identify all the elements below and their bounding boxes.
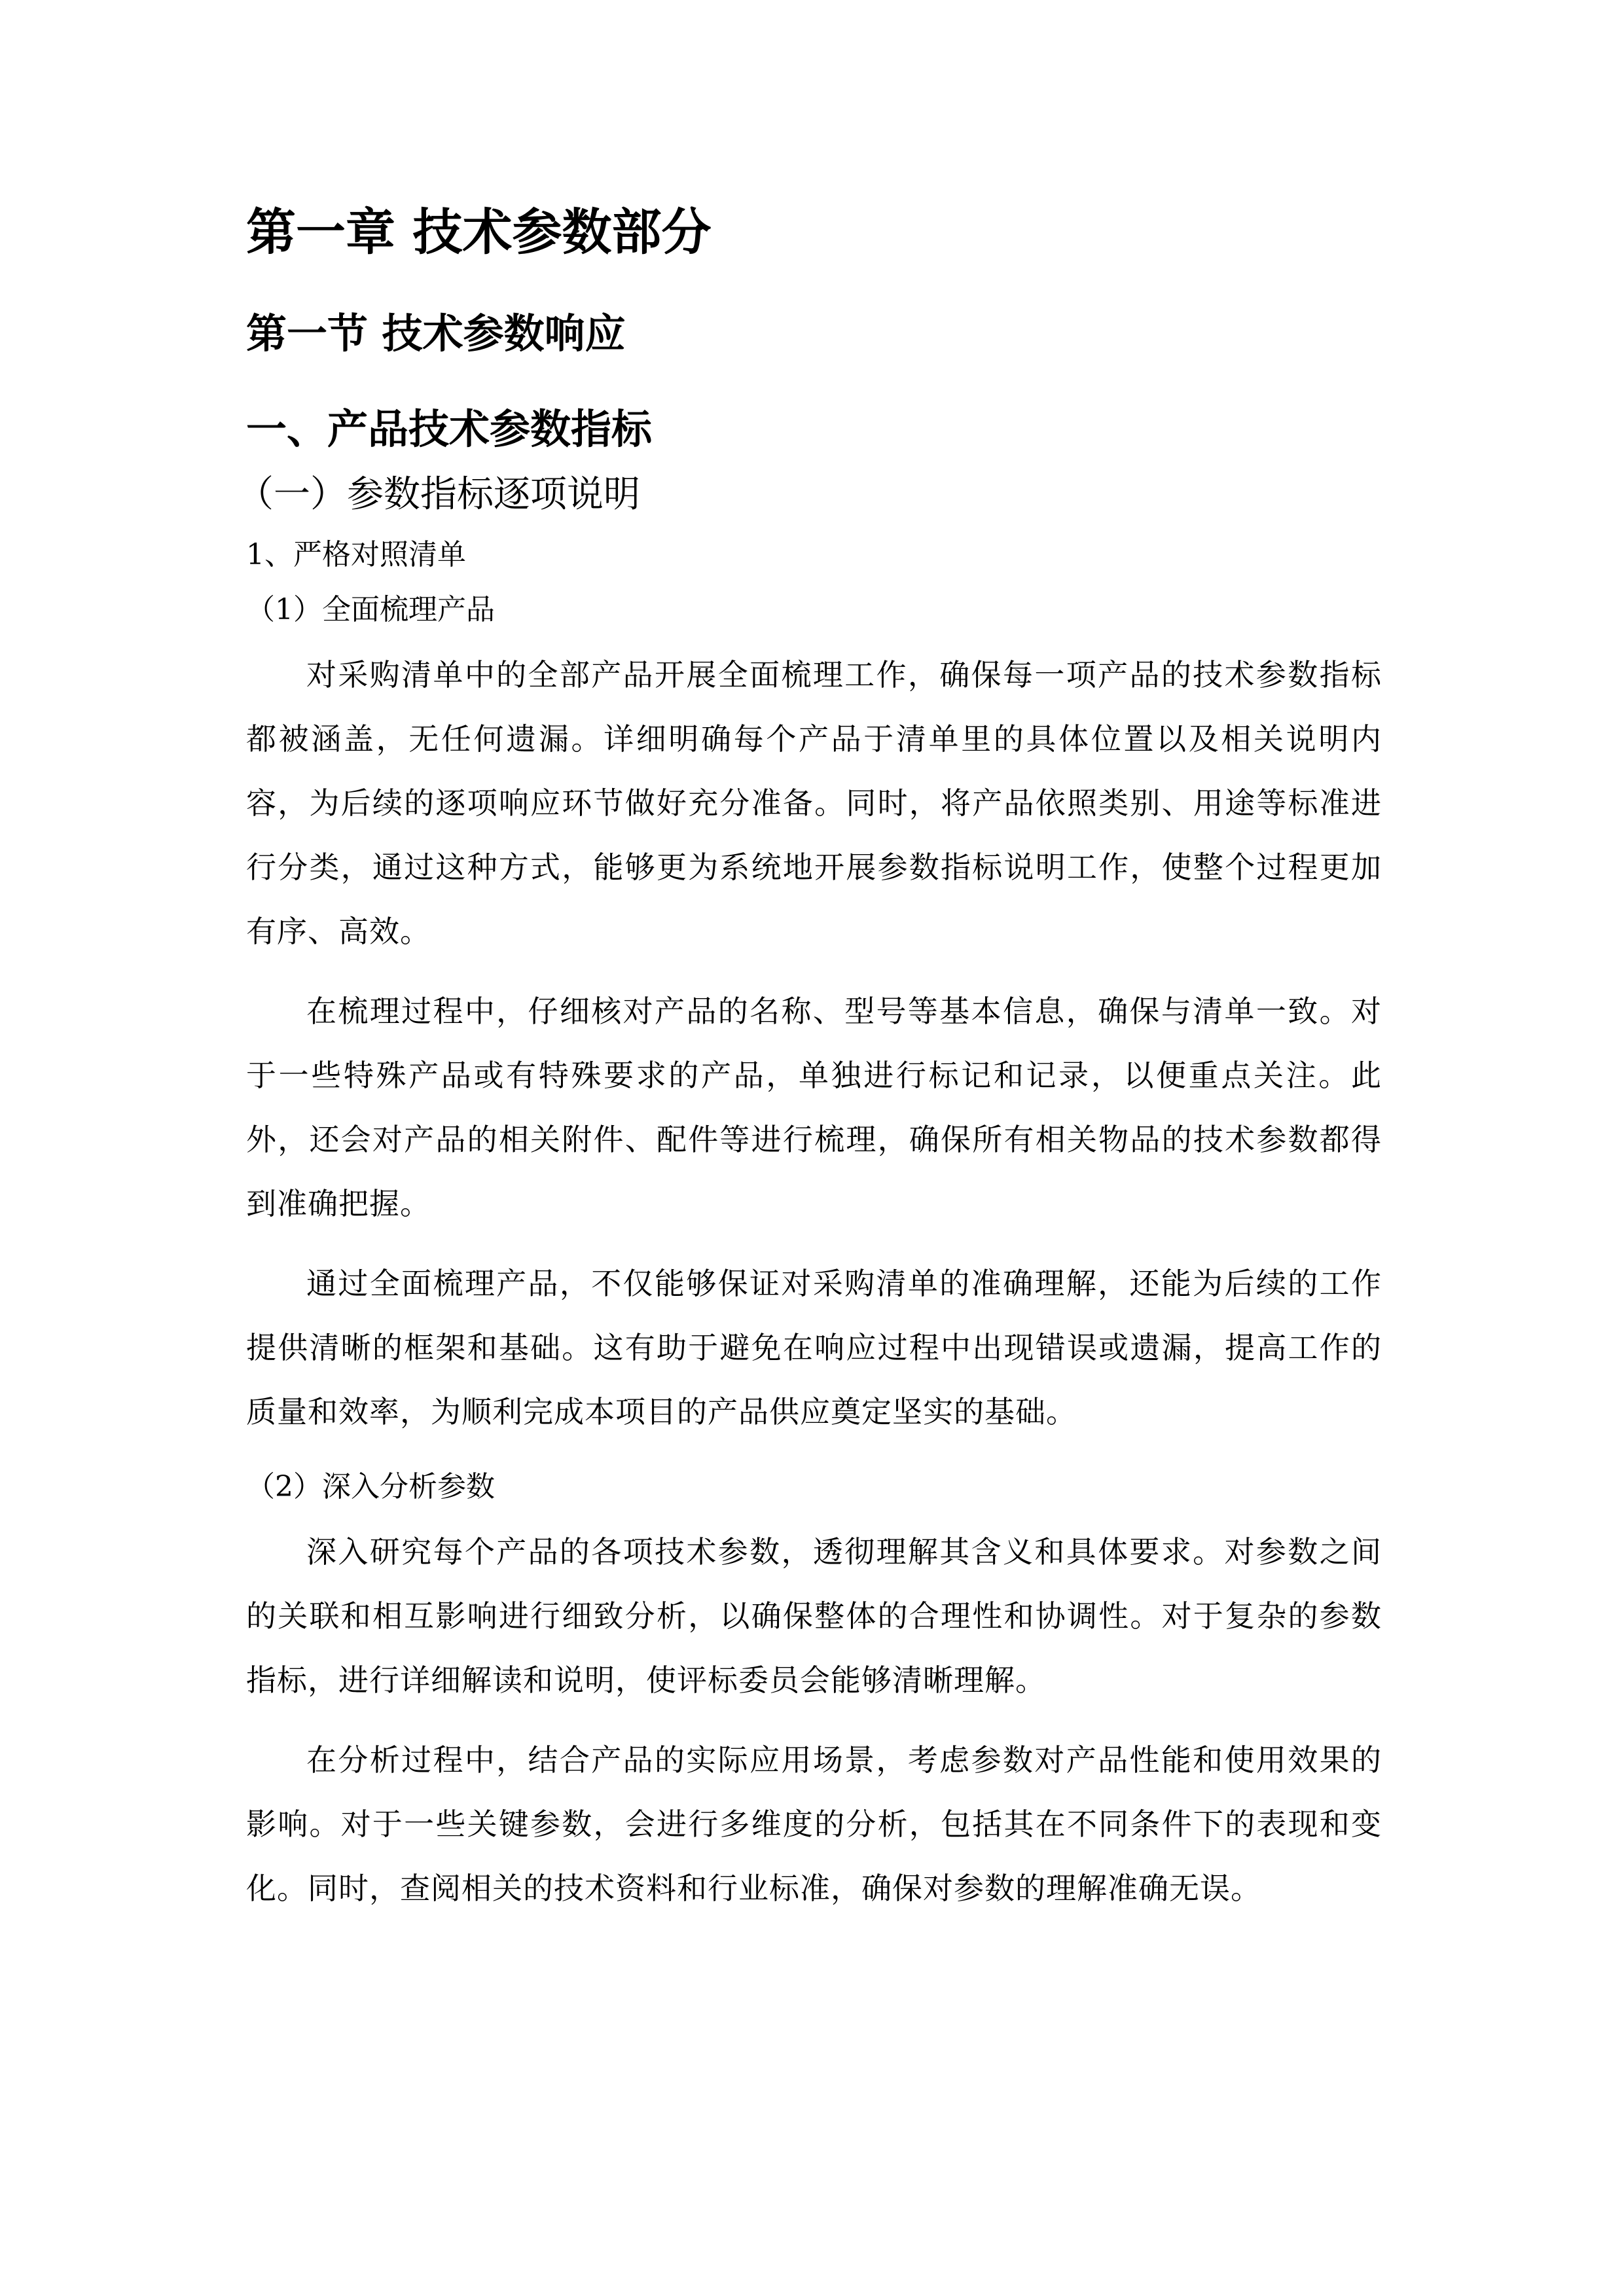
part1-heading: （1）全面梳理产品 [246,593,495,626]
paragraph: 通过全面梳理产品，不仅能够保证对采购清单的准确理解，还能为后续的工作提供清晰的框架和基础。这有助于避免在响应过程中出现错误或遗漏，提高工作的质量和效率，为顺利完成本项目的产品供应奠定坚实的基础。 [246,1266,1382,1429]
paragraph: 在梳理过程中，仔细核对产品的名称、型号等基本信息，确保与清单一致。对于一些特殊产品或有特殊要求的产品，单独进行标记和记录，以便重点关注。此外，还会对产品的相关附件、配件等进行梳理，确保所有相关物品的技术参数都得到准确把握。 [246,994,1382,1221]
part2-heading: （2）深入分析参数 [246,1470,495,1503]
paragraph: 深入研究每个产品的各项技术参数，透彻理解其含义和具体要求。对参数之间的关联和相互影响进行细致分析，以确保整体的合理性和协调性。对于复杂的参数指标，进行详细解读和说明，使评标委员会能够清晰理解。 [246,1534,1382,1698]
item-title: 1、严格对照清单 [246,538,466,571]
sub-subsection-title: （一）参数指标逐项说明 [237,473,640,516]
paragraph: 对采购清单中的全部产品开展全面梳理工作，确保每一项产品的技术参数指标都被涵盖，无任何遗漏。详细明确每个产品于清单里的具体位置以及相关说明内容，为后续的逐项响应环节做好充分准备。同时，将产品依照类别、用途等标准进行分类，通过这种方式，能够更为系统地开展参数指标说明工作，使整个过程更加有序、高效。 [246,657,1382,949]
subsection-title: 一、产品技术参数指标 [246,405,653,453]
chapter-title: 第一章 技术参数部分 [246,203,712,261]
section-title: 第一节 技术参数响应 [246,310,626,357]
paragraph: 在分析过程中，结合产品的实际应用场景，考虑参数对产品性能和使用效果的影响。对于一些关键参数，会进行多维度的分析，包括其在不同条件下的表现和变化。同时，查阅相关的技术资料和行业标准，确保对参数的理解准确无误。 [246,1742,1382,1906]
document-body [237,196,1382,1936]
